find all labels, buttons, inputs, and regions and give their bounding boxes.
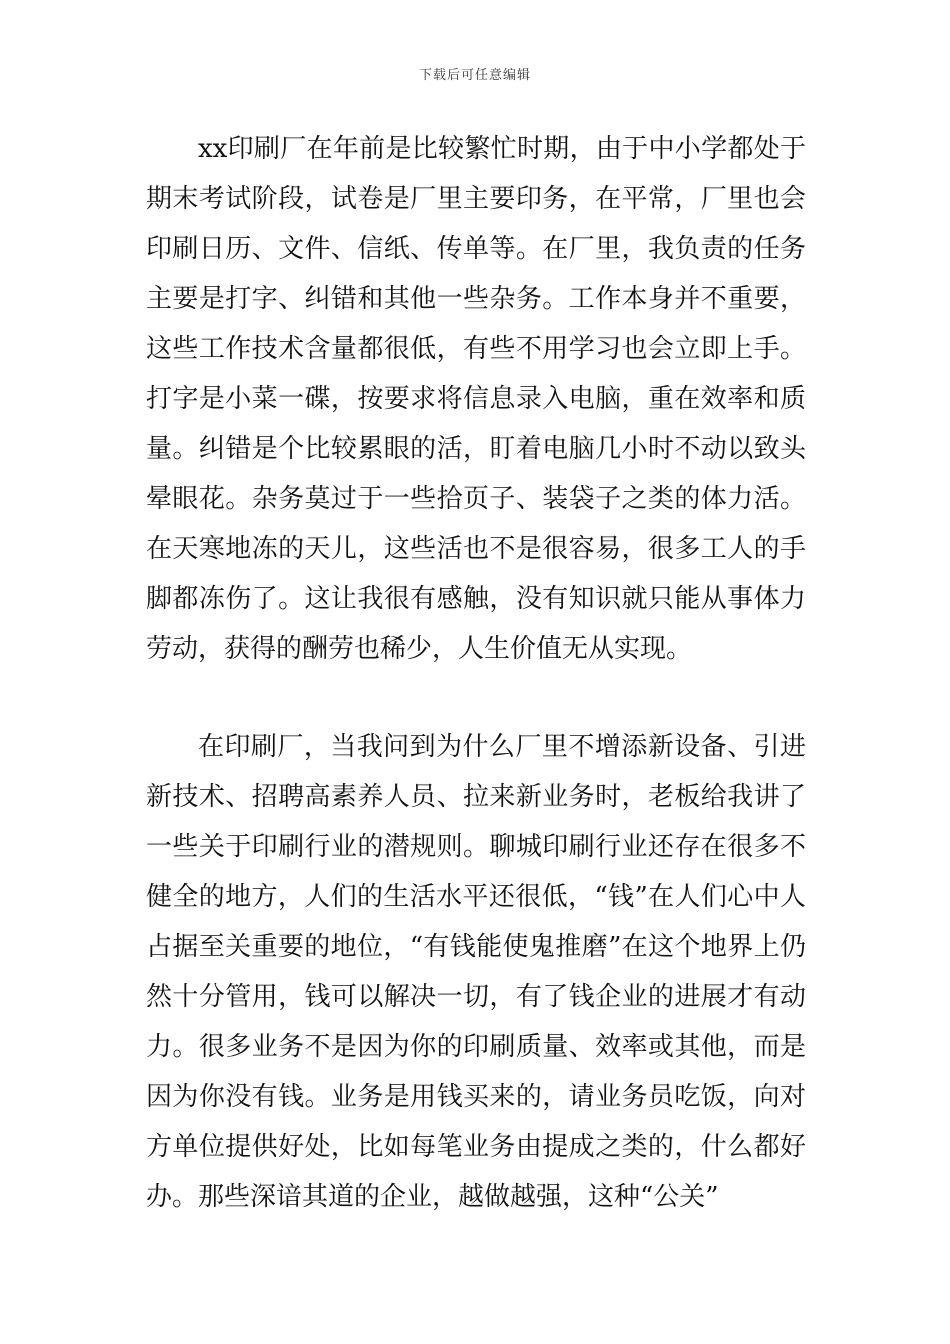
page-header-note: 下载后可任意编辑 (418, 68, 531, 83)
body-paragraph-1: xx印刷厂在年前是比较繁忙时期，由于中小学都处于期末考试阶段，试卷是厂里主要印务，在平常，厂里也会印刷日历、文件、信纸、传单等。在厂里，我负责的任务主要是打字、纠错和其他一些杂务。工作本身并不重要，这些工作技术含量都很低，有些不用学习也会立即上手。打字是小菜一碟，按要求将信息录入电脑，重在效率和质量。纠错是个比较累眼的活，盯着电脑几小时不动以致头晕眼花。杂务莫过于一些拾页子、装袋子之类的体力活。在天寒地冻的天儿，这些活也不是很容易，很多工人的手脚都冻伤了。这让我很有感触，没有知识就只能从事体力劳动，获得的酬劳也稀少，人生价值无从实现。 (146, 134, 806, 664)
body-paragraph-2: 在印刷厂，当我问到为什么厂里不增添新设备、引进新技术、招聘高素养人员、拉来新业务时，老板给我讲了一些关于印刷行业的潜规则。聊城印刷行业还存在很多不健全的地方，人们的生活水平还很低，“钱”在人们心中人占据至关重要的地位，“有钱能使鬼推磨”在这个地界上仍然十分管用，钱可以解决一切，有了钱企业的进展才有动力。很多业务不是因为你的印刷质量、效率或其他，而是因为你没有钱。业务是用钱买来的，请业务员吃饭，向对方单位提供好处，比如每笔业务由提成之类的，什么都好办。那些深谙其道的企业，越做越强，这种“公关” (146, 732, 806, 1212)
